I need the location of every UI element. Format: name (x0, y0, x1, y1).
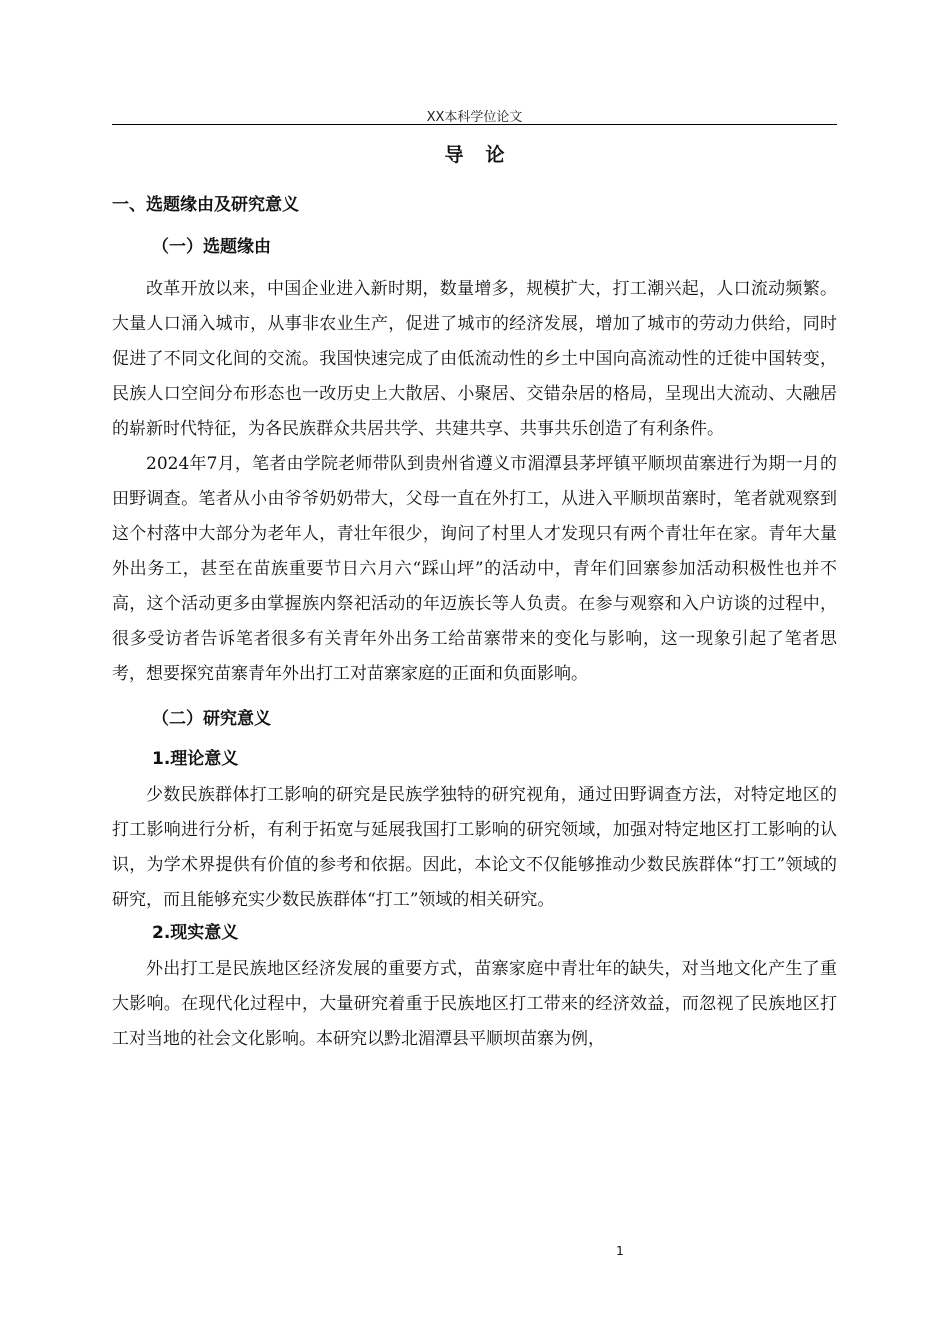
paragraph: 少数民族群体打工影响的研究是民族学独特的研究视角，通过田野调查方法，对特定地区的打工影响进行分析，有利于拓宽与延展我国打工影响的研究领域，加强对特定地区打工影响的认识，为学术界提供有价值的参考和依据。因此，本论文不仅能够推动少数民族群体“打工”领域的研究，而且能够充实少数民族群体“打工”领域的相关研究。 (112, 785, 837, 910)
page-body (112, 134, 837, 1057)
heading-theoretical-significance: 1.理论意义 (152, 749, 239, 769)
paragraph: 2024年7月，笔者由学院老师带队到贵州省遵义市湄潭县茅坪镇平顺坝苗寨进行为期一月的田野调查。笔者从小由爷爷奶奶带大，父母一直在外打工，从进入平顺坝苗寨时，笔者就观察到这个村落中大部分为老年人，青壮年很少，询问了村里人才发现只有两个青壮年在家。青年大量外出务工，甚至在苗族重要节日六月六“踩山坪”的活动中，青年们回寨参加活动积极性也并不高，这个活动更多由掌握族内祭祀活动的年迈族长等人负责。在参与观察和入户访谈的过程中，很多受访者告诉笔者很多有关青年外出务工给苗寨带来的变化与影响，这一现象引起了笔者思考，想要探究苗寨青年外出打工对苗寨家庭的正面和负面影响。 (112, 454, 837, 684)
subsection-heading-significance: （二）研究意义 (152, 709, 271, 729)
subsection-heading-reason: （一）选题缘由 (152, 237, 271, 257)
header-rule (112, 124, 837, 125)
chapter-title: 导论 (444, 144, 527, 166)
section-heading: 一、选题缘由及研究意义 (112, 195, 299, 215)
paragraph: 改革开放以来，中国企业进入新时期，数量增多，规模扩大，打工潮兴起，人口流动频繁。大量人口涌入城市，从事非农业生产，促进了城市的经济发展，增加了城市的劳动力供给，同时促进了不同文化间的交流。我国快速完成了由低流动性的乡土中国向高流动性的迁徙中国转变，民族人口空间分布形态也一改历史上大散居、小聚居、交错杂居的格局，呈现出大流动、大融居的崭新时代特征，为各民族群众共居共学、共建共享、共事共乐创造了有利条件。 (112, 279, 837, 439)
heading-practical-significance: 2.现实意义 (152, 923, 239, 943)
paragraph: 外出打工是民族地区经济发展的重要方式，苗寨家庭中青壮年的缺失，对当地文化产生了重大影响。在现代化过程中，大量研究着重于民族地区打工带来的经济效益，而忽视了民族地区打工对当地的社会文化影响。本研究以黔北湄潭县平顺坝苗寨为例， (112, 959, 837, 1049)
running-header: XX本科学位论文 (426, 110, 523, 125)
page-number: 1 (616, 1244, 624, 1258)
